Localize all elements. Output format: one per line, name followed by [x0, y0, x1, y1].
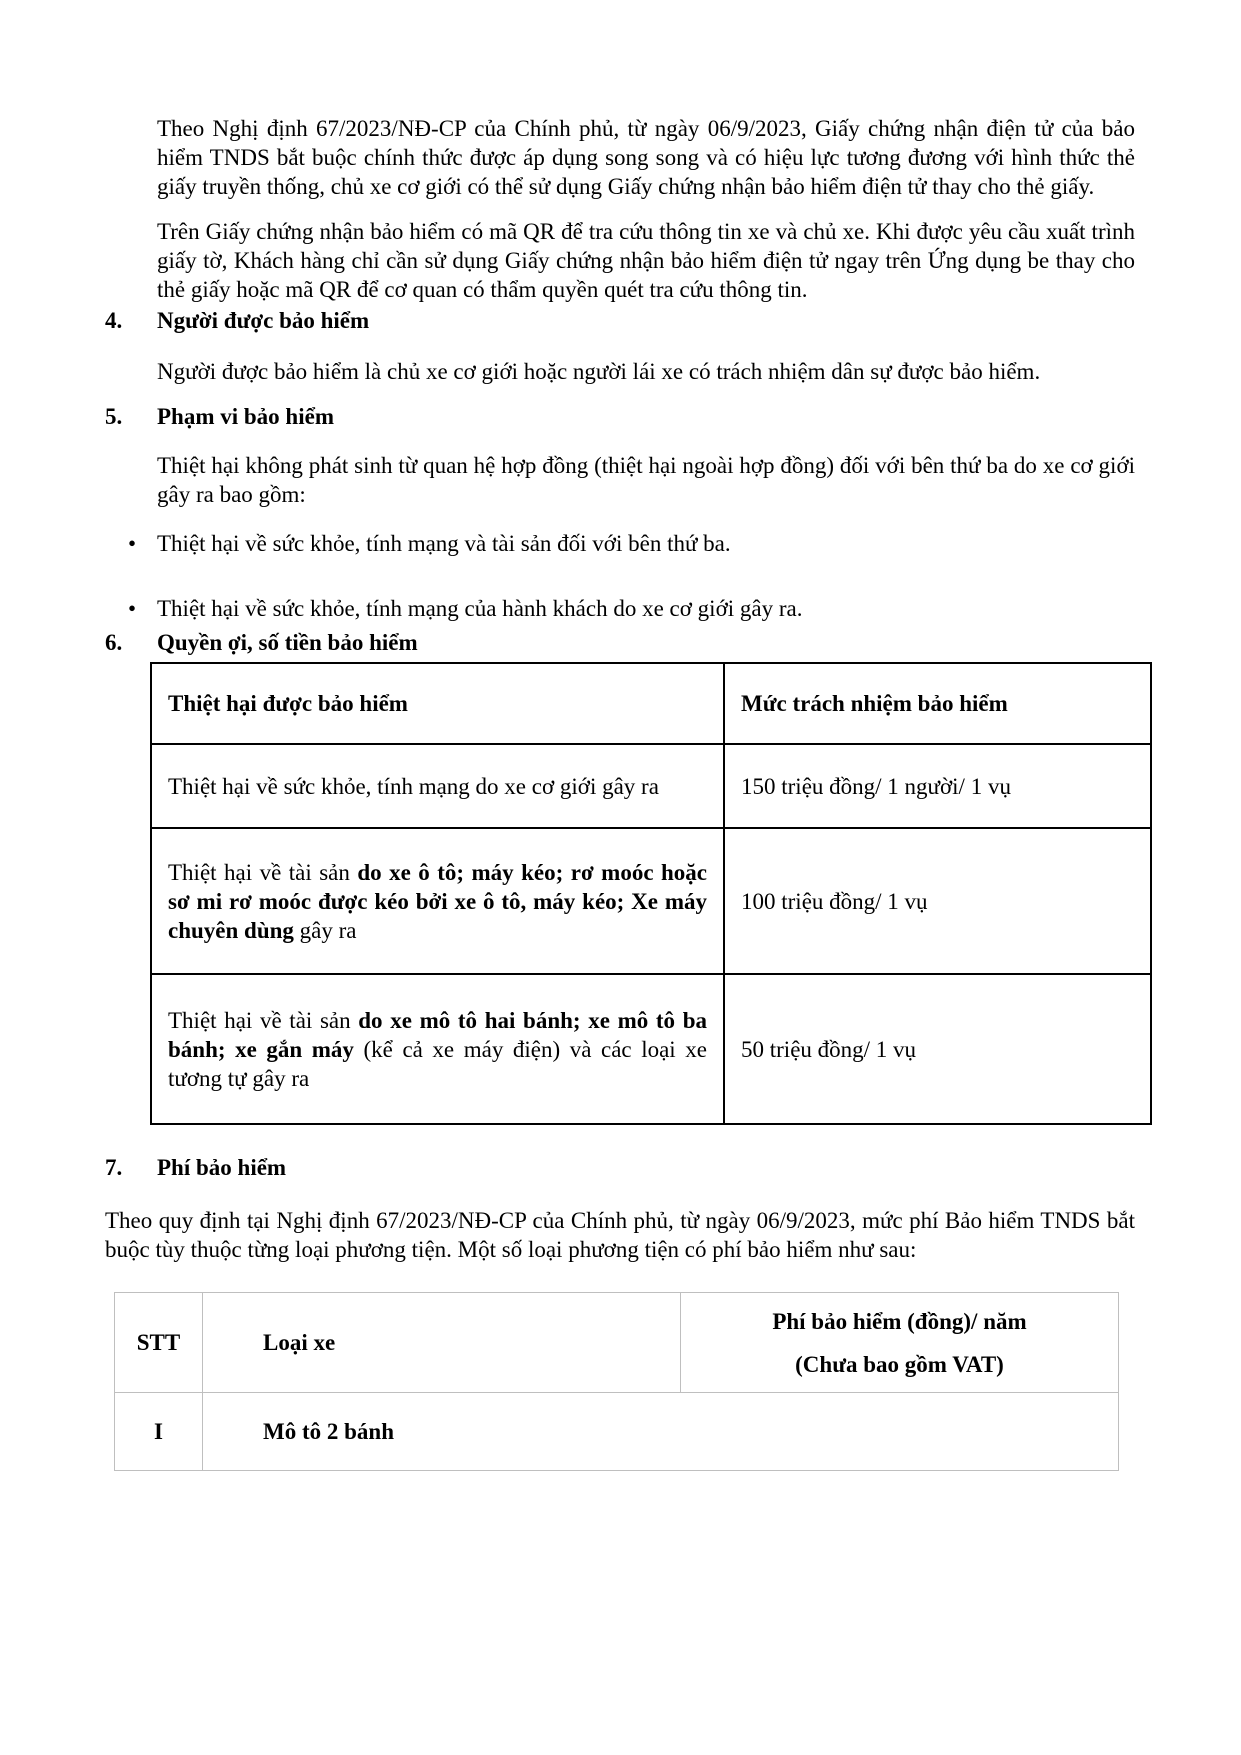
- benefit-table-header-row: [151, 663, 1151, 744]
- section-4-number: 4.: [105, 308, 123, 333]
- section-4-title: Người được bảo hiểm: [157, 308, 370, 333]
- limit-cell: 100 triệu đồng/ 1 vụ: [724, 828, 1151, 974]
- section-7-heading: [105, 1153, 1135, 1182]
- damage-cell: [151, 974, 724, 1124]
- intro-paragraph-2: Trên Giấy chứng nhận bảo hiểm có mã QR để tra cứu thông tin xe và chủ xe. Khi được yêu cầu xuất trình giấy tờ, Khách hàng chỉ cần sử dụng Giấy chứng nhận bảo hiểm điện tử ngay trên Ứng dụng be thay cho thẻ giấy hoặc mã QR để cơ quan có thẩm quyền quét tra cứu thông tin.: [157, 219, 1135, 302]
- benefit-table-header-limit: Mức trách nhiệm bảo hiểm: [724, 663, 1151, 744]
- intro-paragraph-1: Theo Nghị định 67/2023/NĐ-CP của Chính phủ, từ ngày 06/9/2023, Giấy chứng nhận điện tử của bảo hiểm TNDS bắt buộc chính thức được áp dụng song song và có hiệu lực tương đương với hình thức thẻ giấy truyền thống, chủ xe cơ giới có thể sử dụng Giấy chứng nhận bảo hiểm điện tử thay cho thẻ giấy.: [157, 116, 1135, 199]
- fee-table-header-fee: [681, 1293, 1119, 1393]
- fee-table-header-stt: STT: [115, 1293, 203, 1393]
- damage-text: gây ra: [293, 917, 357, 943]
- fee-header-line1: Phí bảo hiểm (đồng)/ năm: [772, 1308, 1027, 1334]
- section-5-title: Phạm vi bảo hiểm: [157, 404, 334, 429]
- limit-cell: 150 triệu đồng/ 1 người/ 1 vụ: [724, 744, 1151, 828]
- bullet-text: Thiệt hại về sức khỏe, tính mạng và tài sản đối với bên thứ ba.: [157, 531, 731, 556]
- section-6-number: 6.: [105, 630, 123, 655]
- bullet-icon: •: [128, 596, 137, 621]
- bullet-icon: •: [128, 531, 137, 556]
- bullet-text: Thiệt hại về sức khỏe, tính mạng của hành khách do xe cơ giới gây ra.: [157, 596, 803, 621]
- damage-text-bold: do xe mô tô hai bánh; xe mô tô ba bánh; xe gắn máy: [168, 1007, 707, 1062]
- damage-text: Thiệt hại về tài sản: [168, 859, 358, 885]
- fee-table-header-vehicle: Loại xe: [203, 1293, 681, 1393]
- section-5-body: Thiệt hại không phát sinh từ quan hệ hợp đồng (thiệt hại ngoài hợp đồng) đối với bên thứ ba do xe cơ giới gây ra bao gồm:: [157, 453, 1135, 507]
- table-row: [151, 974, 1151, 1124]
- section-7-number: 7.: [105, 1155, 123, 1180]
- fee-table-header-row: [115, 1293, 1119, 1393]
- damage-cell: [151, 744, 724, 828]
- damage-text: Thiệt hại về tài sản: [168, 1007, 359, 1033]
- vehicle-cell: Mô tô 2 bánh: [203, 1393, 1119, 1471]
- section-4-body: Người được bảo hiểm là chủ xe cơ giới hoặc người lái xe có trách nhiệm dân sự được bảo hiểm.: [157, 359, 1041, 384]
- damage-text: Thiệt hại về sức khỏe, tính mạng do xe cơ giới gây ra: [168, 773, 659, 799]
- limit-cell: 50 triệu đồng/ 1 vụ: [724, 974, 1151, 1124]
- benefit-table: [150, 662, 1152, 1125]
- section-5-heading: [105, 402, 1135, 431]
- table-row: [151, 744, 1151, 828]
- section-7-title: Phí bảo hiểm: [157, 1155, 287, 1180]
- damage-text: (kể cả xe máy điện) và các loại xe tương tự gây ra: [168, 1036, 707, 1091]
- benefit-table-header-damage: Thiệt hại được bảo hiểm: [151, 663, 724, 744]
- section-7-body: Theo quy định tại Nghị định 67/2023/NĐ-CP của Chính phủ, từ ngày 06/9/2023, mức phí Bảo hiểm TNDS bắt buộc tùy thuộc từng loại phương tiện. Một số loại phương tiện có phí bảo hiểm như sau:: [105, 1208, 1135, 1262]
- section-5-number: 5.: [105, 404, 123, 429]
- bullet-item: [105, 594, 1135, 623]
- fee-header-line2: (Chưa bao gồm VAT): [795, 1351, 1004, 1377]
- damage-cell: [151, 828, 724, 974]
- section-6-heading: [105, 628, 1135, 657]
- fee-table: [114, 1292, 1119, 1471]
- damage-text-bold: do xe ô tô; máy kéo; rơ moóc hoặc sơ mi rơ moóc được kéo bởi xe ô tô, máy kéo; Xe máy chuyên dùng: [168, 859, 707, 943]
- table-row: [115, 1393, 1119, 1471]
- bullet-item: [105, 529, 1135, 558]
- section-4-heading: [105, 306, 1135, 335]
- section-6-title: Quyền ợi, số tiền bảo hiểm: [157, 630, 418, 655]
- table-row: [151, 828, 1151, 974]
- stt-cell: I: [115, 1393, 203, 1471]
